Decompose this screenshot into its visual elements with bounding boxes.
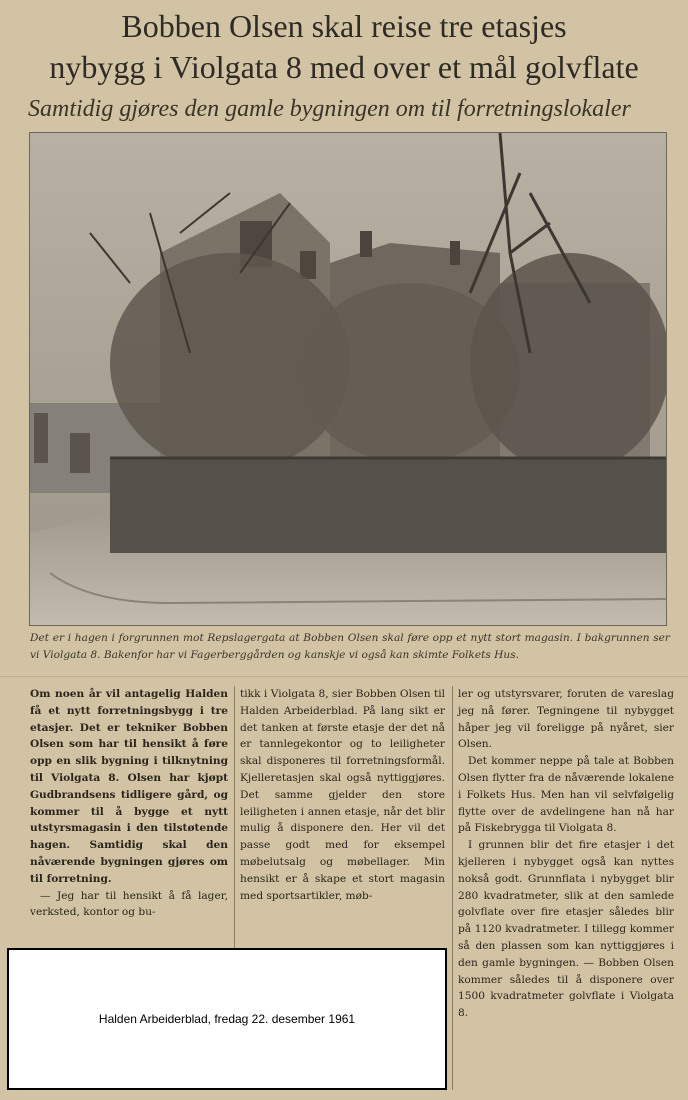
- article-column-2: [240, 686, 445, 904]
- source-label-box: [7, 948, 447, 1090]
- subheadline: Samtidig gjøres den gamle bygningen om til forretningslokaler: [28, 96, 631, 122]
- article-column-1: [30, 686, 228, 921]
- body-paragraph: tikk i Violgata 8, sier Bobben Olsen til Halden Arbeiderblad. På lang sikt er det tanken at første etasje der det nå er tannlegekontor og to leiligheter skal disponeres til forretningsformål. Kjelleretasjen skal også nyttiggjøres. Det samme gjelder den store leiligheten i annen etasje, når det blir mulig å disponere den. Her vil det passe godt med for eksempel møbelutsalg og møbellager. Min hensikt er å skape et stort magasin med sportsartikler, møb-: [240, 688, 445, 902]
- body-paragraph: Det kommer neppe på tale at Bobben Olsen flytter fra de nåværende lokalene i Folkets Hus. Men han vil selvfølgelig flytte over de avdelingene han nå har på Fiskebrygga til Violgata 8.: [458, 755, 674, 835]
- body-paragraph: ler og utstyrsvarer, foruten de vareslag jeg nå fører. Tegningene til nybygget håper jeg vil foreligge på nyåret, sier Olsen.: [458, 688, 674, 751]
- photo-building-garden: [30, 133, 666, 625]
- article-photo: [30, 133, 666, 625]
- article-column-3: [458, 686, 674, 1022]
- body-paragraph: — Jeg har til hensikt å få lager, verksted, kontor og bu-: [30, 889, 228, 919]
- photo-caption: Det er i hagen i forgrunnen mot Repslagergata at Bobben Olsen skal føre opp et nytt stort magasin. I bakgrunnen ser vi Violgata 8. Bakenfor har vi Fagerberggården og kanskje vi også kan skimte Folkets Hus.: [30, 632, 670, 661]
- lead-paragraph: Om noen år vil antagelig Halden få et nytt forretningsbygg i tre etasjer. Det er tekniker Bobben Olsen som har til hensikt å føre opp en slik bygning i tilknytning til Violgata 8. Olsen har kjøpt Gudbrandsens tidligere gård, og kommer til å bygge et nytt utstyrsmagasin i den tilstøtende hagen. Samtidig skal den nåværende bygningen gjøres om til forretning.: [30, 688, 228, 885]
- headline-line-2: nybygg i Violgata 8 med over et mål golvflate: [49, 49, 639, 85]
- column-rule: [452, 686, 453, 1090]
- scan-edge-divider: [0, 676, 688, 677]
- headline-line-1: Bobben Olsen skal reise tre etasjes: [121, 8, 567, 44]
- source-label: Halden Arbeiderblad, fredag 22. desember 1961: [98, 1012, 356, 1026]
- body-paragraph: I grunnen blir det fire etasjer i det kjelleren i nybygget også kan nyttes nokså godt. Grunnflata i nybygget blir 280 kvadratmeter, slik at den samlede golvflate over fire etasjer således blir på 1120 kvadratmeter. I tillegg kommer så den plassen som kan nyttiggjøres i den gamle bygningen. — Bobben Olsen kommer således til å disponere over 1500 kvadratmeter golvflate i Violgata 8.: [458, 839, 674, 1020]
